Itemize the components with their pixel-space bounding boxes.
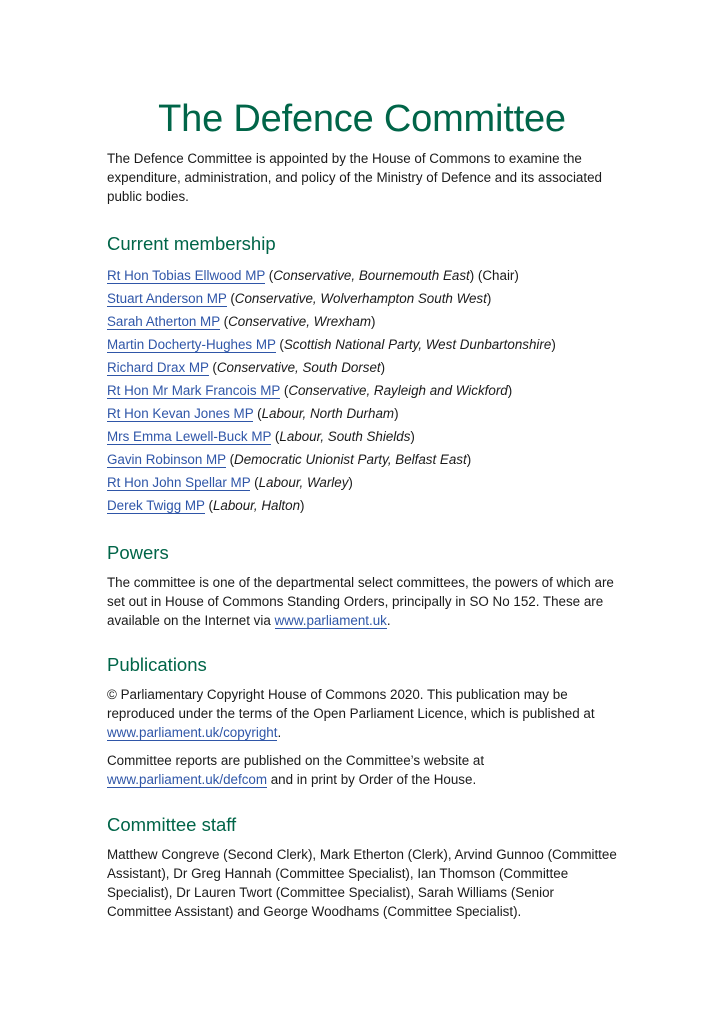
member-link[interactable]: Rt Hon Kevan Jones MP — [107, 406, 254, 421]
copyright-paragraph — [107, 685, 617, 742]
member-link[interactable]: Sarah Atherton MP — [107, 314, 220, 329]
member-detail: Conservative, Wolverhampton South West — [234, 291, 487, 306]
staff-paragraph: Matthew Congreve (Second Clerk), Mark Etherton (Clerk), Arvind Gunnoo (Committee Assistant), Dr Greg Hannah (Committee Specialist), Ian Thomson (Committee Specialist), Dr Lauren Twort (Committee Specialist), Sarah Williams (Senior Committee Assistant) and George Woodhams (Committee Specialist). — [107, 847, 617, 919]
member-detail: Conservative, South Dorset — [216, 360, 381, 375]
copyright-text-end: . — [277, 725, 282, 740]
member-link[interactable]: Mrs Emma Lewell-Buck MP — [107, 429, 272, 444]
member-item: Rt Hon Kevan Jones MP (Labour, North Durham) — [107, 406, 399, 421]
member-item: Martin Docherty-Hughes MP (Scottish National Party, West Dunbartonshire) — [107, 337, 556, 352]
staff-heading: Committee staff — [107, 814, 237, 835]
member-link[interactable]: Rt Hon Mr Mark Francois MP — [107, 383, 281, 398]
member-detail: Labour, Warley — [258, 475, 349, 490]
member-detail: Scottish National Party, West Dunbartonshire — [283, 337, 552, 352]
member-item: Gavin Robinson MP (Democratic Unionist Party, Belfast East) — [107, 452, 472, 467]
powers-heading: Powers — [107, 542, 169, 563]
member-item: Richard Drax MP (Conservative, South Dorset) — [107, 360, 386, 375]
defcom-link[interactable]: www.parliament.uk/defcom — [107, 772, 268, 787]
powers-text: The committee is one of the departmental select committees, the powers of which are set out in House of Commons Standing Orders, principally in SO No 152. These are available on the Internet via — [107, 575, 614, 628]
member-link[interactable]: Gavin Robinson MP — [107, 452, 226, 467]
copyright-text: © Parliamentary Copyright House of Commons 2020. This publication may be reproduced under the terms of the Open Parliament Licence, which is published at — [107, 687, 595, 721]
membership-heading: Current membership — [107, 233, 276, 254]
publications-heading: Publications — [107, 654, 207, 675]
member-item: Sarah Atherton MP (Conservative, Wrexham) — [107, 314, 376, 329]
member-detail: Labour, North Durham — [261, 406, 395, 421]
member-list — [107, 264, 617, 517]
page-title: The Defence Committee — [158, 98, 566, 140]
member-link[interactable]: Stuart Anderson MP — [107, 291, 227, 306]
member-suffix: (Chair) — [474, 268, 519, 283]
member-item: Rt Hon Tobias Ellwood MP (Conservative, Bournemouth East) (Chair) — [107, 268, 519, 283]
reports-text-end: and in print by Order of the House. — [267, 772, 477, 787]
intro-paragraph: The Defence Committee is appointed by the House of Commons to examine the expenditure, administration, and policy of the Ministry of Defence and its associated public bodies. — [107, 151, 602, 204]
page-content — [107, 96, 617, 921]
member-item: Rt Hon Mr Mark Francois MP (Conservative, Rayleigh and Wickford) — [107, 383, 513, 398]
reports-text: Committee reports are published on the Committee’s website at — [107, 753, 485, 768]
member-link[interactable]: Rt Hon John Spellar MP — [107, 475, 251, 490]
reports-paragraph — [107, 751, 617, 789]
member-detail: Labour, South Shields — [279, 429, 411, 444]
copyright-link[interactable]: www.parliament.uk/copyright — [107, 725, 278, 740]
parliament-link[interactable]: www.parliament.uk — [274, 613, 387, 628]
member-item: Derek Twigg MP (Labour, Halton) — [107, 498, 305, 513]
member-detail: Labour, Halton — [212, 498, 301, 513]
member-link[interactable]: Martin Docherty-Hughes MP — [107, 337, 276, 352]
member-item: Stuart Anderson MP (Conservative, Wolverhampton South West) — [107, 291, 492, 306]
powers-paragraph — [107, 573, 617, 630]
member-detail: Conservative, Wrexham — [228, 314, 371, 329]
powers-text-end: . — [386, 613, 391, 628]
member-item: Mrs Emma Lewell-Buck MP (Labour, South Shields) — [107, 429, 415, 444]
member-link[interactable]: Derek Twigg MP — [107, 498, 205, 513]
member-detail: Democratic Unionist Party, Belfast East — [234, 452, 467, 467]
member-detail: Conservative, Rayleigh and Wickford — [288, 383, 508, 398]
member-detail: Conservative, Bournemouth East — [273, 268, 470, 283]
member-link[interactable]: Rt Hon Tobias Ellwood MP — [107, 268, 266, 283]
member-item: Rt Hon John Spellar MP (Labour, Warley) — [107, 475, 353, 490]
member-link[interactable]: Richard Drax MP — [107, 360, 209, 375]
